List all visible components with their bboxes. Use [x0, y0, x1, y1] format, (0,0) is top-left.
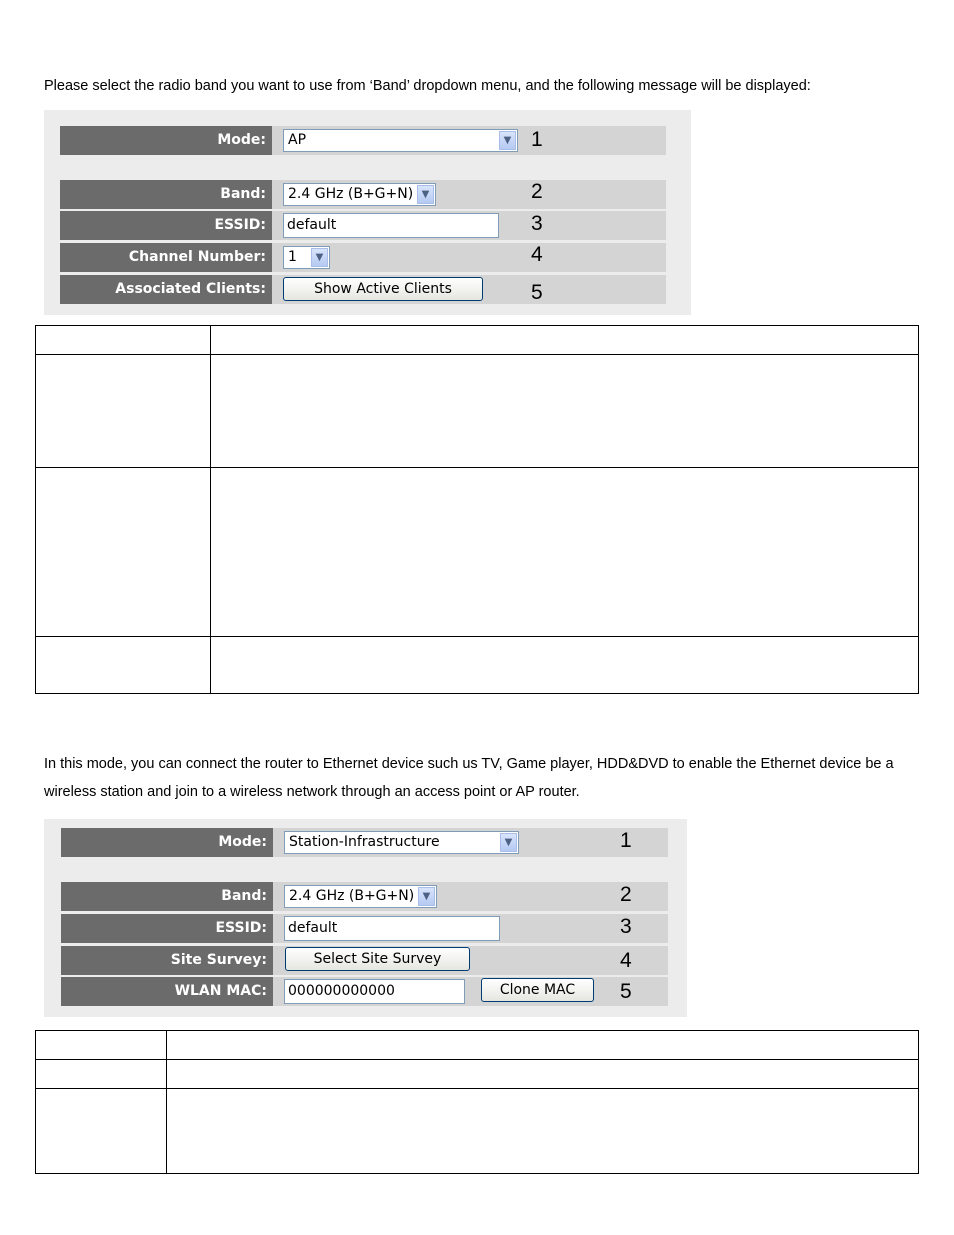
station-band-value: 2.4 GHz (B+G+N)	[289, 888, 415, 904]
ap-band-number: 2	[531, 180, 543, 203]
station-site-survey-number: 4	[620, 949, 632, 972]
ap-clients-number: 5	[531, 281, 543, 304]
chevron-down-icon[interactable]: ▼	[418, 887, 435, 906]
ap-band-value: 2.4 GHz (B+G+N)	[288, 186, 414, 202]
ap-clients-row	[60, 275, 666, 304]
ap-description-table	[35, 325, 919, 694]
intro-paragraph: Please select the radio band you want to use from ‘Band’ dropdown menu, and the following message will be displayed:	[44, 78, 811, 94]
table-row-divider	[36, 1088, 918, 1089]
ap-mode-number: 1	[531, 128, 543, 151]
table-row-divider	[36, 636, 918, 637]
ap-essid-row	[60, 211, 666, 240]
select-site-survey-button[interactable]: Select Site Survey	[285, 947, 470, 971]
wlan-mac-input[interactable]: 000000000000	[284, 979, 465, 1004]
station-wlan-mac-label: WLAN MAC:	[61, 977, 273, 1006]
table-column-divider	[210, 326, 211, 693]
ap-mode-value: AP	[288, 132, 307, 148]
station-band-row	[61, 882, 668, 911]
ap-mode-label: Mode:	[60, 126, 272, 155]
ap-channel-select[interactable]	[283, 246, 330, 269]
ap-settings-panel	[44, 110, 691, 315]
station-essid-number: 3	[620, 915, 632, 938]
station-essid-row	[61, 914, 668, 943]
station-settings-panel	[44, 819, 687, 1017]
ap-mode-row	[60, 126, 666, 155]
chevron-down-icon[interactable]: ▼	[311, 248, 328, 267]
clone-mac-button[interactable]: Clone MAC	[481, 978, 594, 1002]
table-column-divider	[166, 1031, 167, 1173]
show-active-clients-button[interactable]: Show Active Clients	[283, 277, 483, 301]
chevron-down-icon[interactable]: ▼	[500, 833, 517, 852]
table-row-divider	[36, 467, 918, 468]
station-essid-input[interactable]: default	[284, 916, 500, 941]
ap-essid-input[interactable]: default	[283, 213, 499, 238]
ap-channel-label: Channel Number:	[60, 243, 272, 272]
ap-channel-row	[60, 243, 666, 272]
chevron-down-icon[interactable]: ▼	[417, 185, 434, 204]
station-wlan-mac-number: 5	[620, 980, 632, 1003]
station-mode-select[interactable]	[284, 831, 519, 854]
station-mode-label: Mode:	[61, 828, 273, 857]
station-essid-label: ESSID:	[61, 914, 273, 943]
ap-channel-number: 4	[531, 243, 543, 266]
station-mode-paragraph: In this mode, you can connect the router to Ethernet device such us TV, Game player, HDD&DVD to enable the Ethernet device be a wireless station and join to a wireless network through an access point or AP router.	[44, 756, 894, 800]
station-site-survey-row	[61, 946, 668, 975]
table-row-divider	[36, 1059, 918, 1060]
station-mode-number: 1	[620, 829, 632, 852]
station-description-table	[35, 1030, 919, 1174]
station-band-label: Band:	[61, 882, 273, 911]
ap-essid-number: 3	[531, 212, 543, 235]
station-mode-value: Station-Infrastructure	[289, 834, 440, 850]
station-mode-row	[61, 828, 668, 857]
ap-band-label: Band:	[60, 180, 272, 209]
ap-channel-value: 1	[288, 249, 297, 265]
ap-band-select[interactable]	[283, 183, 436, 206]
ap-essid-label: ESSID:	[60, 211, 272, 240]
station-band-select[interactable]	[284, 885, 437, 908]
ap-clients-label: Associated Clients:	[60, 275, 272, 304]
ap-mode-select[interactable]	[283, 129, 518, 152]
table-row-divider	[36, 354, 918, 355]
station-wlan-mac-row	[61, 977, 668, 1006]
station-band-number: 2	[620, 883, 632, 906]
chevron-down-icon[interactable]: ▼	[499, 131, 516, 150]
ap-band-row	[60, 180, 666, 209]
station-site-survey-label: Site Survey:	[61, 946, 273, 975]
